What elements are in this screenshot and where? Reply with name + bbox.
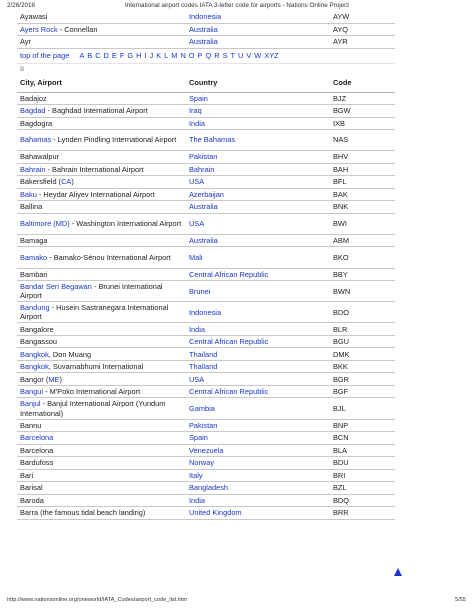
page-number: 5/55 (455, 597, 466, 603)
country-cell (186, 335, 330, 348)
city-cell (17, 385, 186, 398)
code-cell: BDU (330, 457, 395, 470)
country-cell (186, 469, 330, 482)
country-link[interactable]: USA (189, 219, 205, 229)
city-cell (17, 507, 186, 520)
country-link[interactable]: Gambia (189, 403, 215, 413)
city-cell (17, 36, 186, 49)
letter-link[interactable]: N (180, 50, 186, 60)
letter-link[interactable]: L (164, 50, 169, 60)
letter-link[interactable]: U (238, 50, 244, 60)
city-cell (17, 302, 186, 323)
country-link[interactable]: United Kingdom (189, 508, 242, 518)
city-cell (17, 482, 186, 495)
city-cell (17, 234, 186, 247)
code-cell: BGR (330, 373, 395, 386)
country-cell (186, 151, 330, 164)
code-cell: AYQ (330, 23, 395, 36)
table-row (17, 117, 395, 130)
letter-link[interactable]: M (171, 50, 178, 60)
code-cell: BDQ (330, 494, 395, 507)
page-footer (0, 597, 474, 607)
city-suffix: - Brunei International Airport (20, 281, 163, 301)
country-cell (186, 213, 330, 234)
table-row (17, 105, 395, 118)
code-cell: BNP (330, 419, 395, 432)
city-text: Barisal (20, 483, 43, 493)
table-row (17, 444, 395, 457)
city-text: Ballina (20, 202, 43, 212)
city-link[interactable]: Bangui (20, 387, 44, 397)
table-row (17, 36, 395, 49)
country-cell (186, 457, 330, 470)
city-link[interactable]: Bahrain (20, 164, 46, 174)
letter-link[interactable]: A (79, 50, 85, 60)
country-cell (186, 281, 330, 302)
code-cell: AYW (330, 11, 395, 23)
letter-link[interactable]: S (222, 50, 228, 60)
city-suffix: ) (71, 177, 74, 187)
city-suffix: ) (59, 374, 62, 384)
table-row (17, 457, 395, 470)
city-suffix: - Heydar Aliyev International Airport (36, 189, 155, 199)
city-text: Bambari (20, 269, 48, 279)
city-text: Bangassou (20, 337, 57, 347)
country-cell (186, 268, 330, 281)
letter-link[interactable]: D (103, 50, 109, 60)
country-link[interactable]: Pakistan (189, 152, 218, 162)
country-link[interactable]: Central African Republic (189, 387, 269, 397)
city-text: Baroda (20, 495, 44, 505)
country-cell (186, 92, 330, 105)
city-cell (17, 494, 186, 507)
city-cell (17, 213, 186, 234)
code-cell: BCN (330, 432, 395, 445)
country-link[interactable]: Bangladesh (189, 483, 229, 493)
city-suffix: - Connellan (57, 24, 98, 34)
city-link[interactable]: Bangkok (20, 362, 49, 372)
city-text: Bangor ( (20, 374, 49, 384)
country-link[interactable]: Indonesia (189, 12, 222, 22)
table-row (17, 348, 395, 361)
city-suffix: - Washington International Airport (69, 219, 182, 229)
city-suffix: - Bahrain International Airport (45, 164, 144, 174)
table-row (17, 247, 395, 268)
country-link[interactable]: The Bahamas (189, 135, 236, 145)
table-row (17, 268, 395, 281)
city-cell (17, 247, 186, 268)
up-triangle-icon[interactable] (394, 568, 402, 576)
table-row (17, 163, 395, 176)
country-cell (186, 385, 330, 398)
country-link[interactable]: Thailand (189, 349, 218, 359)
table-row (17, 23, 395, 36)
country-link[interactable]: Australia (189, 235, 218, 245)
city-text: Bamaga (20, 235, 48, 245)
city-cell (17, 92, 186, 105)
code-cell: BGU (330, 335, 395, 348)
country-link[interactable]: Thailand (189, 362, 218, 372)
table-header-row (17, 75, 395, 93)
letter-link[interactable]: F (119, 50, 125, 60)
country-cell (186, 323, 330, 336)
code-cell: BKK (330, 360, 395, 373)
table-row (17, 302, 395, 323)
country-cell (186, 130, 330, 151)
city-cell (17, 457, 186, 470)
city-text: Badajoz (20, 93, 47, 103)
city-text: Bahawalpur (20, 152, 60, 162)
table-row (17, 507, 395, 520)
country-cell (186, 494, 330, 507)
letter-link[interactable]: E (111, 50, 117, 60)
code-cell: BBY (330, 268, 395, 281)
table-row (17, 385, 395, 398)
code-cell: BAH (330, 163, 395, 176)
table-row (17, 335, 395, 348)
city-text: Bannu (20, 420, 42, 430)
city-cell (17, 188, 186, 201)
country-link[interactable]: India (189, 495, 206, 505)
city-cell (17, 373, 186, 386)
city-link[interactable]: Bangkok (20, 349, 49, 359)
city-cell (17, 201, 186, 214)
table-row (17, 432, 395, 445)
code-cell: NAS (330, 130, 395, 151)
country-cell (186, 419, 330, 432)
code-cell: IXB (330, 117, 395, 130)
table-row (17, 188, 395, 201)
city-text: Bagdogra (20, 118, 53, 128)
country-cell (186, 201, 330, 214)
country-link[interactable]: Central African Republic (189, 337, 269, 347)
code-cell: BFL (330, 176, 395, 189)
section-letter: B (20, 65, 25, 73)
country-link[interactable]: Spain (189, 93, 208, 103)
country-cell (186, 163, 330, 176)
table-row (17, 373, 395, 386)
top-of-page-link[interactable]: top of the page (20, 50, 70, 60)
country-link[interactable]: Pakistan (189, 420, 218, 430)
city-cell (17, 23, 186, 36)
country-link[interactable]: Venezuela (189, 445, 224, 455)
city-cell (17, 323, 186, 336)
city-text: Bardufoss (20, 458, 54, 468)
table-row (17, 398, 395, 419)
country-cell (186, 23, 330, 36)
table-row (17, 176, 395, 189)
country-link[interactable]: Indonesia (189, 307, 222, 317)
country-link[interactable]: Mali (189, 252, 203, 262)
table-row (17, 234, 395, 247)
city-text: Bari (20, 470, 34, 480)
code-cell: BLR (330, 323, 395, 336)
city-suffix: - Bamako-Sénou International Airport (47, 252, 171, 262)
city-cell (17, 469, 186, 482)
city-cell (17, 163, 186, 176)
country-cell (186, 188, 330, 201)
table-row (17, 151, 395, 164)
city-link[interactable]: Bamako (20, 252, 48, 262)
city-suffix: - Husein Sastranegara International Airport (20, 303, 169, 322)
table-row (17, 281, 395, 302)
code-cell: BJZ (330, 92, 395, 105)
table-row (17, 92, 395, 105)
city-link[interactable]: Bahamas (20, 135, 52, 145)
code-cell: BHV (330, 151, 395, 164)
page-title: International airport codes IATA 3-letter code for airports - Nations Online Project (124, 2, 350, 9)
country-cell (186, 234, 330, 247)
country-cell (186, 348, 330, 361)
airport-code-document (17, 11, 395, 520)
print-date: 2/26/2018 (7, 2, 36, 9)
city-cell (17, 444, 186, 457)
city-text: Bakersfield ( (20, 177, 62, 187)
city-suffix: , Don Muang (48, 349, 92, 359)
country-link[interactable]: Bahrain (189, 164, 215, 174)
country-cell (186, 36, 330, 49)
letter-link[interactable]: J (149, 50, 154, 60)
letter-link[interactable]: C (95, 50, 101, 60)
country-link[interactable]: Australia (189, 24, 218, 34)
table-row (17, 360, 395, 373)
country-link[interactable]: Azerbaijan (189, 189, 224, 199)
column-header-code: Code (330, 75, 395, 93)
letter-navigation (17, 49, 395, 64)
country-link[interactable]: Australia (189, 202, 218, 212)
city-cell (17, 360, 186, 373)
city-link[interactable]: CA (61, 177, 72, 187)
column-header-country: Country (186, 75, 330, 93)
country-link[interactable]: Spain (189, 433, 208, 443)
city-link[interactable]: Baltimore (MD) (20, 219, 70, 229)
code-cell: BKO (330, 247, 395, 268)
country-link[interactable]: Australia (189, 37, 218, 47)
code-cell: ABM (330, 234, 395, 247)
city-cell (17, 130, 186, 151)
code-cell: BWN (330, 281, 395, 302)
city-suffix: - Lynden Pindling International Airport (51, 135, 177, 145)
code-cell: BDO (330, 302, 395, 323)
letter-link[interactable]: P (197, 50, 203, 60)
city-suffix: - Banjul International Airport (Yundum International) (20, 399, 166, 418)
city-cell (17, 432, 186, 445)
city-suffix: , Suvarnabhumi International (48, 362, 144, 372)
country-cell (186, 302, 330, 323)
letter-link[interactable]: W (254, 50, 262, 60)
country-cell (186, 507, 330, 520)
country-link[interactable]: Brunei (189, 286, 211, 296)
airport-table (17, 75, 395, 520)
city-link[interactable]: Banjul (20, 399, 41, 409)
letter-link[interactable]: XYZ (264, 50, 279, 60)
code-cell: BAK (330, 188, 395, 201)
country-cell (186, 176, 330, 189)
country-cell (186, 373, 330, 386)
country-link[interactable]: USA (189, 177, 205, 187)
country-link[interactable]: Norway (189, 458, 215, 468)
city-cell (17, 268, 186, 281)
letter-link[interactable]: T (230, 50, 236, 60)
column-header-city: City, Airport (17, 75, 186, 93)
code-cell: AYR (330, 36, 395, 49)
city-link[interactable]: Bagdad (20, 106, 46, 116)
letter-link[interactable]: K (156, 50, 162, 60)
city-text: Barra (the famous tidal beach landing) (20, 508, 146, 518)
city-cell (17, 335, 186, 348)
city-cell (17, 176, 186, 189)
table-row (17, 213, 395, 234)
country-cell (186, 482, 330, 495)
code-cell: BWI (330, 213, 395, 234)
city-link[interactable]: Ayers Rock (20, 24, 58, 34)
footer-url: http://www.nationsonline.org/oneworld/IATA_Codes/airport_code_list.htm (7, 597, 188, 603)
country-cell (186, 360, 330, 373)
code-cell: BGF (330, 385, 395, 398)
letter-link[interactable]: B (87, 50, 93, 60)
code-cell: BLA (330, 444, 395, 457)
table-row (17, 201, 395, 214)
city-cell (17, 117, 186, 130)
letter-link[interactable]: Q (205, 50, 212, 60)
letter-link[interactable]: R (214, 50, 220, 60)
city-cell (17, 151, 186, 164)
table-row (17, 419, 395, 432)
city-text: Barcelona (20, 445, 54, 455)
table-row (17, 469, 395, 482)
country-cell (186, 444, 330, 457)
country-link[interactable]: India (189, 118, 206, 128)
country-link[interactable]: Iraq (189, 106, 202, 116)
code-cell: BGW (330, 105, 395, 118)
country-link[interactable]: India (189, 324, 206, 334)
city-link[interactable]: ME (48, 374, 60, 384)
table-row (17, 130, 395, 151)
city-link[interactable]: Baku (20, 189, 37, 199)
city-text: Bangalore (20, 324, 54, 334)
city-link[interactable]: Bandar Seri Begawan (20, 281, 92, 291)
city-cell (17, 398, 186, 419)
city-suffix: - M'Poko International Airport (43, 387, 141, 397)
city-cell (17, 11, 186, 23)
code-cell: BRI (330, 469, 395, 482)
city-link[interactable]: Barcelona (20, 433, 54, 443)
code-cell: BRR (330, 507, 395, 520)
country-cell (186, 11, 330, 23)
city-text: Ayr (20, 37, 31, 47)
code-cell: DMK (330, 348, 395, 361)
country-cell (186, 398, 330, 419)
city-text: Ayawasi (20, 12, 48, 22)
country-cell (186, 247, 330, 268)
top-rows-table (17, 11, 395, 49)
letter-link[interactable]: O (188, 50, 195, 60)
country-link[interactable]: USA (189, 374, 205, 384)
code-cell: BJL (330, 398, 395, 419)
city-link[interactable]: Bandung (20, 303, 50, 313)
country-link[interactable]: Italy (189, 470, 203, 480)
table-row (17, 11, 395, 23)
city-cell (17, 419, 186, 432)
letter-link[interactable]: H (136, 50, 142, 60)
letter-link[interactable]: V (246, 50, 252, 60)
letter-link[interactable]: G (127, 50, 134, 60)
letter-link[interactable]: I (144, 50, 147, 60)
country-cell (186, 117, 330, 130)
city-cell (17, 105, 186, 118)
city-cell (17, 348, 186, 361)
city-suffix: - Baghdad International Airport (45, 106, 148, 116)
country-link[interactable]: Central African Republic (189, 269, 269, 279)
code-cell: BNK (330, 201, 395, 214)
table-row (17, 494, 395, 507)
code-cell: BZL (330, 482, 395, 495)
table-row (17, 323, 395, 336)
city-cell (17, 281, 186, 302)
table-row (17, 482, 395, 495)
country-cell (186, 432, 330, 445)
country-cell (186, 105, 330, 118)
